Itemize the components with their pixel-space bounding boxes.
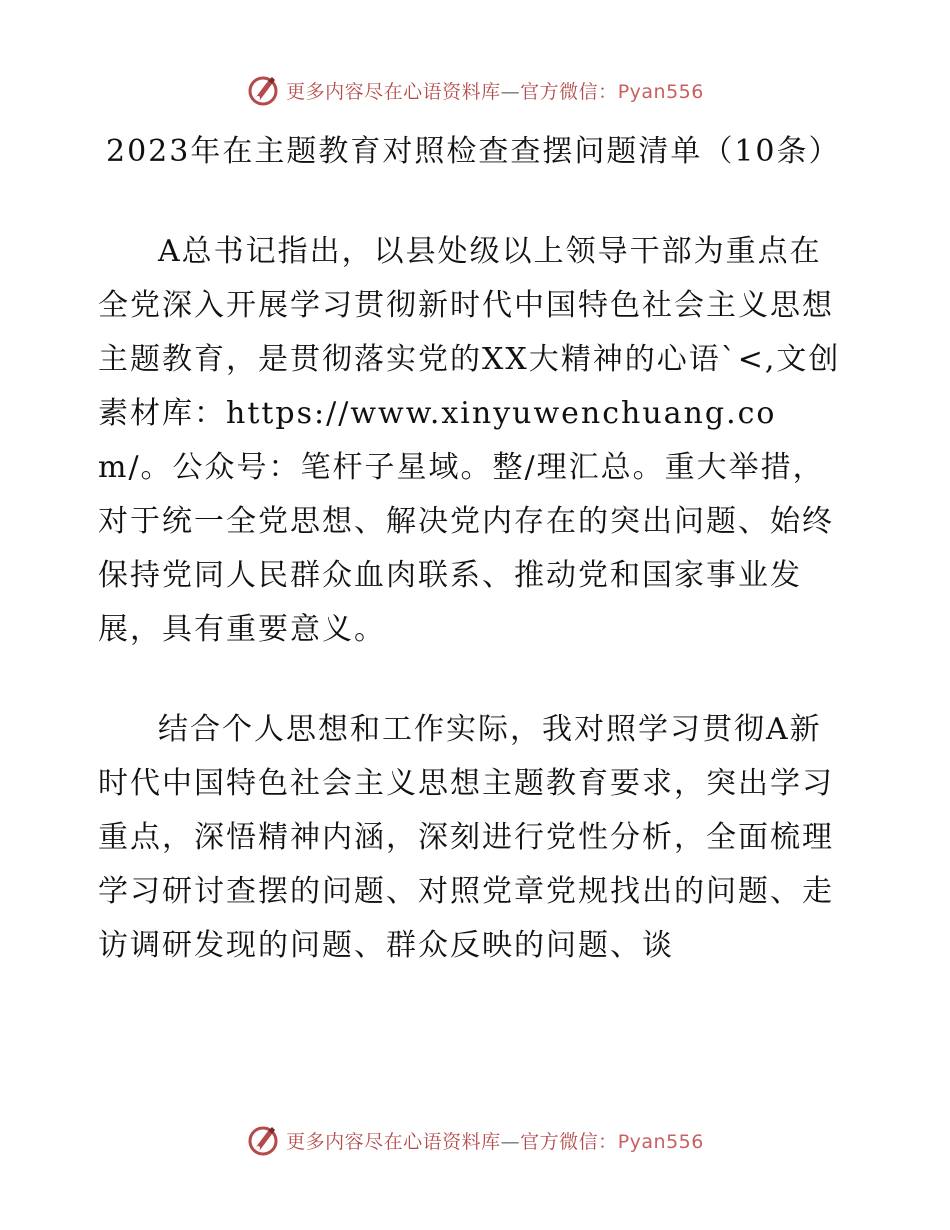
document-body	[98, 125, 850, 973]
watermark-text: 更多内容尽在心语资料库—官方微信：Pyan556	[286, 80, 704, 103]
header-watermark	[0, 70, 950, 110]
paragraph-2: 结合个人思想和工作实际，我对照学习贯彻A新时代中国特色社会主义思想主题教育要求，突出学习重点，深悟精神内涵，深刻进行党性分析，全面梳理学习研讨查摆的问题、对照党章党规找出的问题、走访调研发现的问题、群众反映的问题、谈	[98, 712, 834, 963]
paragraph-1: A总书记指出，以县处级以上领导干部为重点在全党深入开展学习贯彻新时代中国特色社会主义思想主题教育，是贯彻落实党的XX大精神的心语`<,文创素材库：https://www.xinyuwenchuang.com/。公众号：笔杆子星域。整/理汇总。重大举措，对于统一全党思想、解决党内存在的突出问题、始终保持党同人民群众血肉联系、推动党和国家事业发展，具有重要意义。	[98, 234, 841, 647]
pen-logo-icon	[246, 73, 280, 107]
pen-logo-icon	[246, 1123, 280, 1157]
document-title: 2023年在主题教育对照检查查摆问题清单（10条）	[106, 134, 841, 169]
footer-watermark	[0, 1120, 950, 1160]
watermark-group	[246, 1123, 704, 1157]
watermark-text: 更多内容尽在心语资料库—官方微信：Pyan556	[286, 1130, 704, 1153]
watermark-group	[246, 73, 704, 107]
